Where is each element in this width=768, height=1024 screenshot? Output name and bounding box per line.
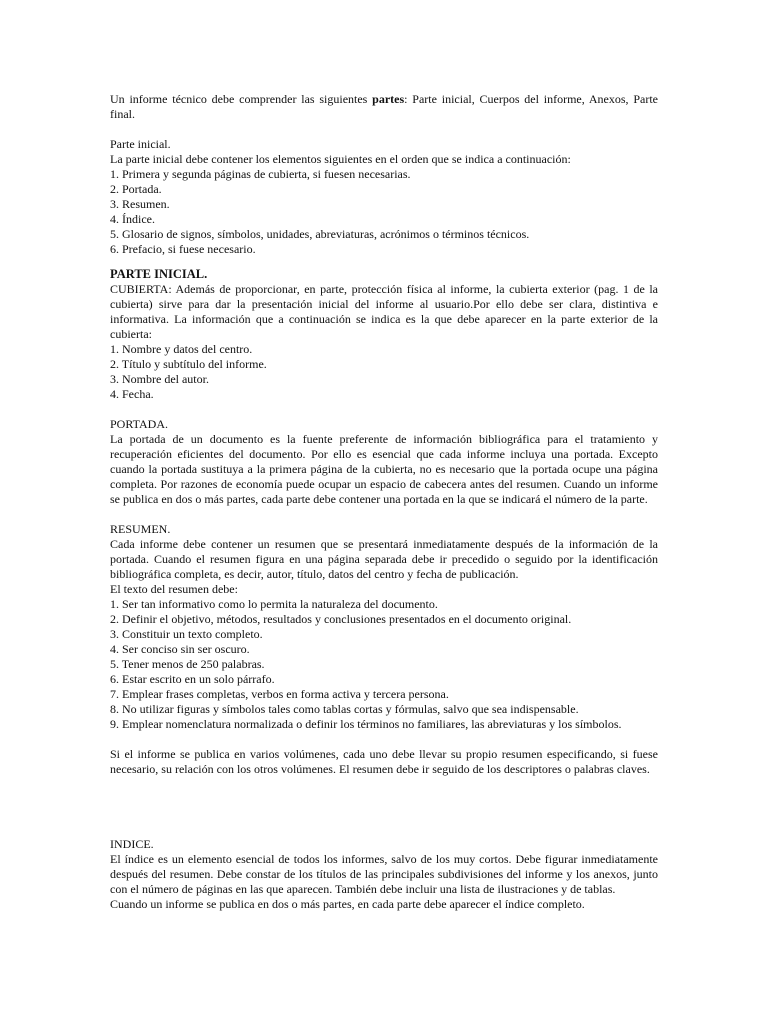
list-item: 5. Tener menos de 250 palabras. bbox=[110, 657, 265, 671]
spacer bbox=[110, 122, 658, 137]
list-item: 1. Nombre y datos del centro. bbox=[110, 342, 253, 356]
list-item: 3. Nombre del autor. bbox=[110, 372, 209, 386]
list-item: 2. Portada. bbox=[110, 182, 162, 196]
parte-inicial-text: La parte inicial debe contener los elementos siguientes en el orden que se indica a continuación: bbox=[110, 152, 571, 166]
list-item: 1. Ser tan informativo como lo permita la naturaleza del documento. bbox=[110, 597, 438, 611]
list-item: 4. Fecha. bbox=[110, 387, 154, 401]
list-item: 2. Definir el objetivo, métodos, resultados y conclusiones presentados en el documento original. bbox=[110, 612, 572, 626]
spacer bbox=[110, 777, 658, 837]
list-item: 6. Estar escrito en un solo párrafo. bbox=[110, 672, 275, 686]
list-item: 1. Primera y segunda páginas de cubierta, si fuesen necesarias. bbox=[110, 167, 411, 181]
indice-closing: Cuando un informe se publica en dos o más partes, en cada parte debe aparecer el índice completo. bbox=[110, 897, 585, 911]
parte-inicial-heading: PARTE INICIAL. bbox=[110, 267, 208, 281]
parte-inicial-title: Parte inicial. bbox=[110, 137, 171, 151]
cubierta-list bbox=[110, 342, 658, 402]
list-item: 2. Título y subtítulo del informe. bbox=[110, 357, 267, 371]
resumen-subtitle: El texto del resumen debe: bbox=[110, 582, 238, 596]
intro-after: : Parte inicial, Cuerpos del informe, Anexos, Parte final. bbox=[110, 92, 658, 121]
list-item: 4. Ser conciso sin ser oscuro. bbox=[110, 642, 250, 656]
resumen-title: RESUMEN. bbox=[110, 522, 171, 536]
indice-title: INDICE. bbox=[110, 837, 154, 851]
list-item: 8. No utilizar figuras y símbolos tales como tablas cortas y fórmulas, salvo que sea indispensable. bbox=[110, 702, 579, 716]
list-item: 3. Constituir un texto completo. bbox=[110, 627, 263, 641]
list-item: 3. Resumen. bbox=[110, 197, 170, 211]
spacer bbox=[110, 732, 658, 747]
list-item: 4. Índice. bbox=[110, 212, 155, 226]
portada-title: PORTADA. bbox=[110, 417, 168, 431]
resumen-list bbox=[110, 597, 658, 732]
parte-inicial-list bbox=[110, 167, 658, 257]
cubierta-text: CUBIERTA: Además de proporcionar, en parte, protección física al informe, la cubierta exterior (pag. 1 de la cubierta) sirve para dar la presentación inicial del informe al usuario.Por ello debe ser clara, distintiva e informativa. La información que a continuación se indica es la que debe aparecer en la parte exterior de la cubierta: bbox=[110, 282, 658, 341]
portada-text: La portada de un documento es la fuente preferente de información bibliográfica para el tratamiento y recuperación eficientes del documento. Por ello es esencial que cada informe incluya una portada. Excepto cuando la portada sustituya a la primera página de la cubierta, no es necesario que la portada ocupe una página completa. Por razones de economía puede ocupar un espacio de cabecera antes del resumen. Cuando un informe se publica en dos o más partes, cada parte debe contener una portada en la que se indicará el número de la parte. bbox=[110, 432, 658, 506]
intro-paragraph bbox=[110, 92, 658, 122]
intro-bold-word: partes bbox=[372, 92, 405, 106]
spacer bbox=[110, 507, 658, 522]
list-item: 9. Emplear nomenclatura normalizada o definir los términos no familiares, las abreviaturas y los símbolos. bbox=[110, 717, 622, 731]
list-item: 5. Glosario de signos, símbolos, unidades, abreviaturas, acrónimos o términos técnicos. bbox=[110, 227, 530, 241]
spacer bbox=[110, 402, 658, 417]
intro-before: Un informe técnico debe comprender las siguientes bbox=[110, 92, 373, 106]
resumen-closing: Si el informe se publica en varios volúmenes, cada uno debe llevar su propio resumen especificando, si fuese necesario, su relación con los otros volúmenes. El resumen debe ir seguido de los descriptores o palabras claves. bbox=[110, 747, 658, 776]
list-item: 6. Prefacio, si fuese necesario. bbox=[110, 242, 256, 256]
resumen-text: Cada informe debe contener un resumen que se presentará inmediatamente después de la información de la portada. Cuando el resumen figura en una página separada debe ir precedido o seguido por la identificación bibliográfica completa, es decir, autor, título, datos del centro y fecha de publicación. bbox=[110, 537, 658, 581]
spacer bbox=[110, 257, 658, 267]
document-page bbox=[110, 92, 658, 912]
list-item: 7. Emplear frases completas, verbos en forma activa y tercera persona. bbox=[110, 687, 449, 701]
indice-text: El índice es un elemento esencial de todos los informes, salvo de los muy cortos. Debe figurar inmediatamente después del resumen. Debe constar de los títulos de las principales subdivisiones del informe y los anexos, junto con el número de páginas en las que aparecen. También debe incluir una lista de ilustraciones y de tablas. bbox=[110, 852, 658, 896]
